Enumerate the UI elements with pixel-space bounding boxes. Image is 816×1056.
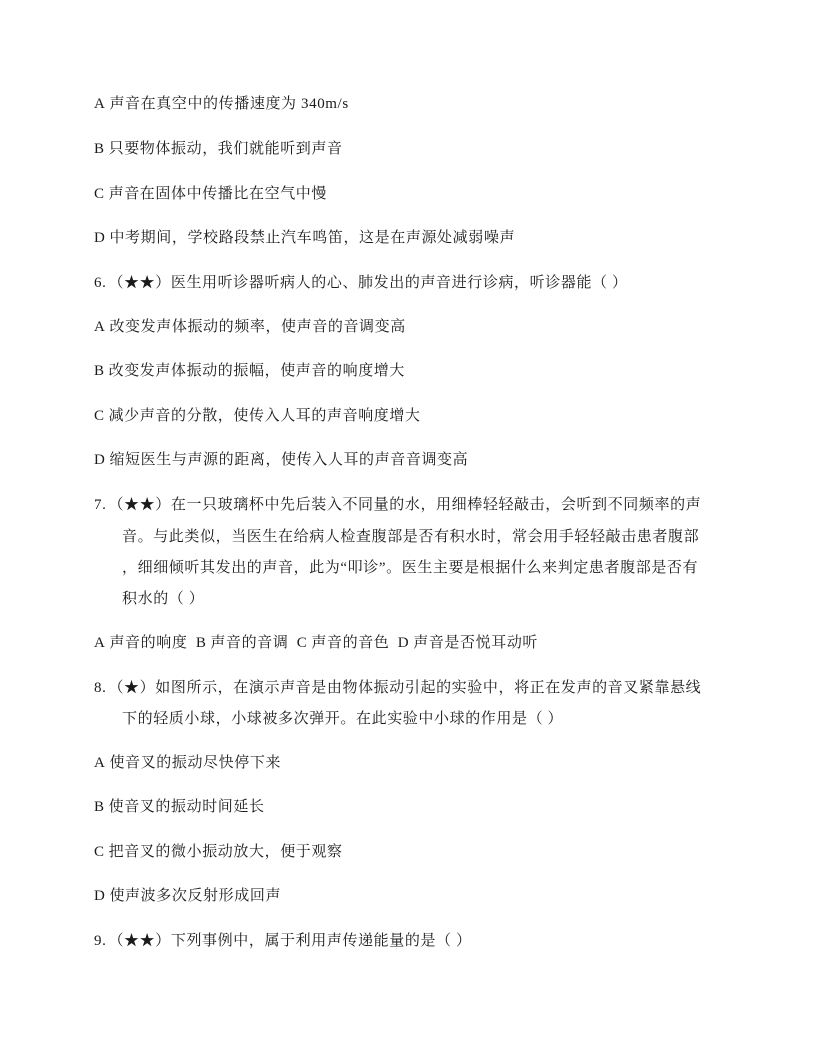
- difficulty-stars: （★）: [108, 680, 156, 696]
- q6-option-c: [94, 406, 421, 426]
- question-text: 在一只玻璃杯中先后装入不同量的水，用细棒轻轻敲击，会听到不同频率的声: [170, 497, 702, 513]
- option-letter: D: [94, 230, 106, 246]
- option-text: 缩短医生与声源的距离，使传入人耳的声音音调变高: [109, 452, 469, 468]
- question-text: 医生用听诊器听病人的心、肺发出的声音进行诊病，听诊器能（ ）: [170, 275, 628, 291]
- question-number: 9.: [94, 933, 107, 949]
- option-letter: D: [94, 452, 106, 468]
- option-letter: A: [94, 319, 106, 335]
- q8-option-c: [94, 842, 343, 862]
- q5-option-c: [94, 184, 327, 204]
- q8-option-b: [94, 797, 265, 817]
- option-text: 使声波多次反射形成回声: [109, 888, 282, 904]
- option-letter: D: [397, 635, 410, 651]
- q5-option-b: [94, 139, 343, 159]
- option-letter: D: [94, 888, 106, 904]
- q5-option-d: [94, 228, 515, 248]
- q6-option-a: [94, 317, 406, 337]
- option-text: 声音是否悦耳动听: [413, 635, 539, 651]
- option-text: 声音的音调: [210, 635, 289, 651]
- option-letter: C: [296, 635, 308, 651]
- option-letter: B: [94, 363, 105, 379]
- q8-option-a: [94, 753, 281, 773]
- q6-stem: [94, 273, 628, 293]
- option-text: 声音在固体中传播比在空气中慢: [108, 186, 328, 202]
- q7-stem-continued: 积水的（ ）: [122, 591, 205, 607]
- q7-option-c: [297, 635, 390, 651]
- question-number: 6.: [94, 275, 107, 291]
- difficulty-stars: （★★）: [108, 497, 171, 513]
- option-letter: C: [94, 408, 105, 424]
- q8-option-d: [94, 886, 281, 906]
- q8-stem-continued: 下的轻质小球，小球被多次弹开。在此实验中小球的作用是（ ）: [122, 711, 564, 727]
- option-letter: B: [195, 635, 207, 651]
- q6-option-d: [94, 450, 468, 470]
- question-text: 如图所示，在演示声音是由物体振动引起的实验中，将正在发声的音叉紧靠悬线: [155, 680, 702, 696]
- option-text: 减少声音的分散，使传入人耳的声音响度增大: [108, 408, 421, 424]
- option-text: 中考期间，学校路段禁止汽车鸣笛，这是在声源处减弱噪声: [109, 230, 516, 246]
- difficulty-stars: （★★）: [108, 275, 171, 291]
- option-text: 使音叉的振动尽快停下来: [109, 755, 282, 771]
- q5-option-a: [94, 94, 349, 114]
- q9-stem: [94, 931, 472, 951]
- option-letter: B: [94, 799, 105, 815]
- option-text: 声音在真空中的传播速度为 340m/s: [109, 96, 349, 112]
- q7-stem-continued: 音。与此类似，当医生在给病人检查腹部是否有积水时，常会用手轻轻敲击患者腹部: [122, 529, 700, 545]
- option-letter: C: [94, 186, 105, 202]
- q7-stem-continued: ，细细倾听其发出的声音，此为“叩诊”。医生主要是根据什么来判定患者腹部是否有: [122, 560, 699, 576]
- q7-option-a: [94, 635, 187, 651]
- option-text: 声音的音色: [311, 635, 390, 651]
- q6-option-b: [94, 361, 405, 381]
- option-text: 只要物体振动，我们就能听到声音: [108, 141, 343, 157]
- difficulty-stars: （★★）: [108, 933, 171, 949]
- option-text: 改变发声体振动的振幅，使声音的响度增大: [108, 363, 406, 379]
- option-letter: A: [94, 96, 106, 112]
- option-text: 把音叉的微小振动放大，便于观察: [108, 844, 343, 860]
- question-text: 下列事例中，属于利用声传递能量的是（ ）: [170, 933, 472, 949]
- option-text: 改变发声体振动的频率，使声音的音调变高: [109, 319, 406, 335]
- option-letter: A: [94, 755, 106, 771]
- q7-options-row: [94, 633, 542, 653]
- option-letter: B: [94, 141, 105, 157]
- q7-option-d: [398, 635, 538, 651]
- q7-option-b: [196, 635, 289, 651]
- question-number: 8.: [94, 680, 107, 696]
- option-letter: C: [94, 844, 105, 860]
- option-text: 使音叉的振动时间延长: [108, 799, 265, 815]
- option-text: 声音的响度: [109, 635, 188, 651]
- question-number: 7.: [94, 497, 107, 513]
- q7-stem: [94, 495, 701, 515]
- q8-stem: [94, 678, 701, 698]
- option-letter: A: [94, 635, 106, 651]
